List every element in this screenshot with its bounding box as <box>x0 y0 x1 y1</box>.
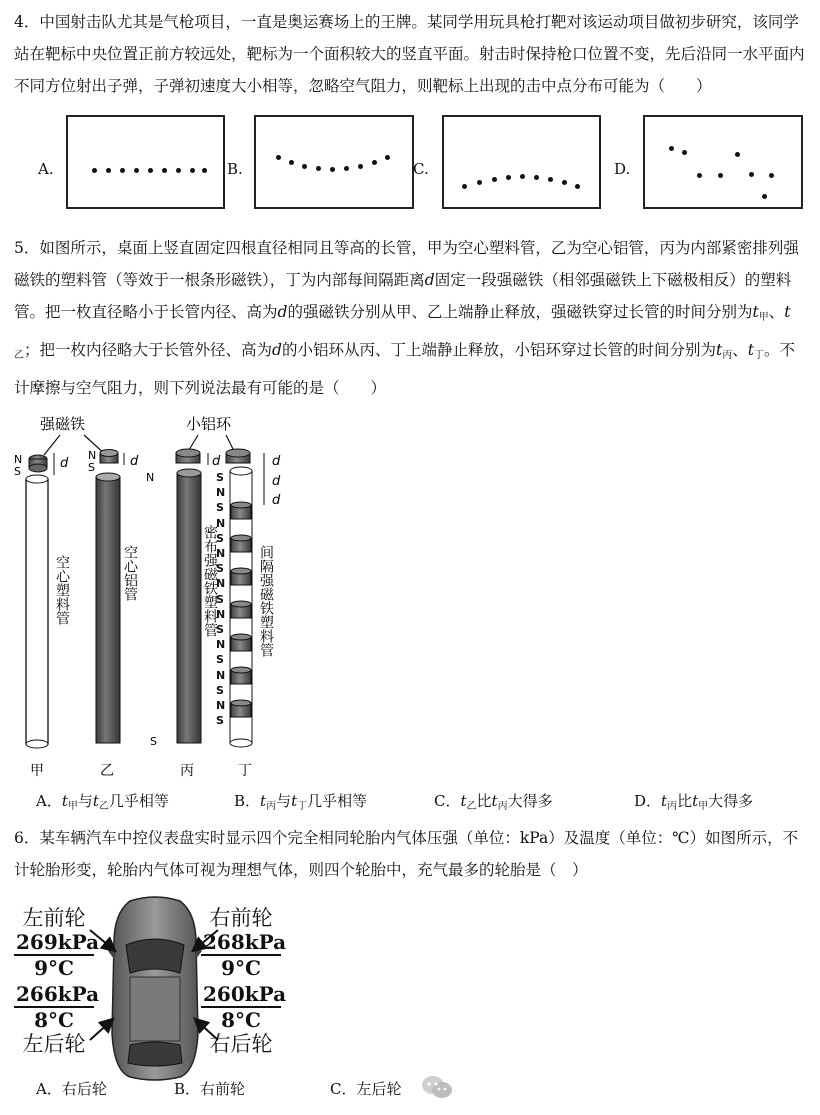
pole-label: S <box>150 735 157 748</box>
var-t: t <box>747 341 754 359</box>
subscript: 甲 <box>758 312 769 323</box>
dim-d: d <box>130 454 139 469</box>
hit-point <box>735 152 740 157</box>
hit-point <box>534 175 539 180</box>
q4-option-d-label: D. <box>614 160 631 178</box>
pole-label: S <box>216 623 224 637</box>
pole-label: S <box>14 465 21 478</box>
text-seg: 的强磁铁分别从甲、乙上端静止释放，强磁铁穿过长管的时间分别为 <box>287 303 753 321</box>
text-seg: 、 <box>768 303 785 321</box>
tire-name: 左前轮 <box>22 906 86 930</box>
hit-point <box>162 168 167 173</box>
hit-point <box>120 168 125 173</box>
hit-point <box>344 166 349 171</box>
tire-front-right <box>201 906 287 980</box>
tube-name-bing: 丙 <box>180 763 194 779</box>
var-t: t <box>784 303 791 321</box>
pole-label: S <box>216 471 224 484</box>
tube-figure <box>0 405 330 790</box>
label-ring: 小铝环 <box>186 415 232 433</box>
q6-choice-b[interactable]: B．右前轮 <box>174 1080 246 1098</box>
target-board-c <box>442 115 601 209</box>
pole-label: S <box>216 683 224 697</box>
tire-temp: 9°C <box>221 956 261 980</box>
pole-label: S <box>216 531 224 545</box>
tire-temp: 8°C <box>221 1008 261 1032</box>
tire-rear-right <box>201 982 287 1056</box>
var-t: t <box>752 303 759 321</box>
hit-point <box>302 164 307 169</box>
hit-point <box>316 166 321 171</box>
q5-choice-d[interactable]: D．$t_丙$比$t_甲$大得多 <box>634 792 754 812</box>
pole-label: S <box>216 653 224 667</box>
hit-point <box>176 168 181 173</box>
hit-point <box>506 175 511 180</box>
tire-name: 右前轮 <box>209 906 273 930</box>
q4-option-b-label: B. <box>227 160 243 178</box>
text-seg: 5．如图所示，桌面上竖直固定四根直径相同且等高的长管，甲为空心塑料管，乙为空心铝管，丙为内部紧密排列强磁铁的塑料管（等效于一根条形磁铁），丁为内部每间隔距离 <box>14 239 799 289</box>
tire-temp: 9°C <box>34 956 74 980</box>
text-seg: 固定一段强磁铁（相邻强磁铁上下磁极相反）的塑料管。把一枚直径略小于长管内径、高为 <box>14 271 792 321</box>
pole-label: N <box>216 638 226 652</box>
hit-point <box>134 168 139 173</box>
question-5 <box>14 232 806 404</box>
leader-line <box>44 435 60 455</box>
pole-label: S <box>216 501 224 515</box>
dim-d: d <box>272 493 281 508</box>
hit-point <box>148 168 153 173</box>
tube-label-jia: 空心塑料管 <box>54 555 70 625</box>
pole-label: S <box>88 461 95 474</box>
hit-point <box>682 150 687 155</box>
dim-d: d <box>212 454 221 469</box>
target-board-b <box>254 115 414 209</box>
hit-point <box>462 184 467 189</box>
pole-label: N <box>216 577 226 591</box>
q6-choice-a[interactable]: A．右后轮 <box>36 1080 107 1098</box>
tire-temp: 8°C <box>34 1008 74 1032</box>
text-seg: 。不计摩擦与空气阻力，则下列说法最有可能的是（ ） <box>14 341 795 397</box>
tube-name-jia: 甲 <box>30 763 44 779</box>
pole-label: N <box>146 471 155 484</box>
var-d: d <box>424 271 435 289</box>
hit-point <box>276 155 281 160</box>
tube-label-bing: 密布强磁铁塑料管 <box>202 525 218 637</box>
pole-label: N <box>216 486 226 500</box>
hit-point <box>669 146 674 151</box>
pole-label: N <box>216 547 226 561</box>
tube-name-ding: 丁 <box>238 763 252 779</box>
text-seg: 、 <box>732 341 748 359</box>
dim-d: d <box>272 474 281 489</box>
question-4-text: 4．中国射击队尤其是气枪项目，一直是奥运赛场上的王牌。某同学用玩具枪打靶对该运动项目做初步研究，该同学站在靶标中央位置正前方较远处，靶标为一个面积较大的竖直平面。射击时保持枪口位置不变，先后沿同一水平面内不同方位射出子弹，子弹初速度大小相等，忽略空气阻力，则靶标上出现的击中点分布可能为（ ） <box>14 13 805 95</box>
hit-point <box>372 160 377 165</box>
q4-option-c-label: C. <box>413 160 429 178</box>
hit-point <box>548 177 553 182</box>
hit-point <box>520 174 525 179</box>
subscript: 丙 <box>722 350 733 361</box>
q5-choice-c[interactable]: C．$t_乙$比$t_丙$大得多 <box>434 792 553 812</box>
q5-choice-b[interactable]: B．$t_丙$与$t_丁$几乎相等 <box>234 792 368 812</box>
hit-point <box>575 184 580 189</box>
target-board-d <box>643 115 803 209</box>
question-6-text: 6．某车辆汽车中控仪表盘实时显示四个完全相同轮胎内气体压强（单位：kPa）及温度（单位：℃）如图所示，不计轮胎形变，轮胎内气体可视为理想气体，则四个轮胎中，充气最多的轮胎是（ ） <box>14 829 799 879</box>
q5-choice-a[interactable]: A．$t_甲$与$t_乙$几乎相等 <box>36 792 169 812</box>
hit-point <box>492 177 497 182</box>
var-t: t <box>715 341 723 359</box>
tire-pressure: 268kPa <box>203 930 287 954</box>
var-d: d <box>277 303 288 321</box>
tube-name-yi: 乙 <box>100 763 114 779</box>
pole-label: N <box>216 516 226 530</box>
hit-point <box>718 173 723 178</box>
hit-point <box>385 155 390 160</box>
pole-label: S <box>216 562 224 576</box>
hit-point <box>769 173 774 178</box>
pole-label: N <box>216 668 226 682</box>
pole-labels-column <box>216 470 230 728</box>
pole-label: S <box>216 714 224 728</box>
hit-point <box>92 168 97 173</box>
hit-point <box>106 168 111 173</box>
text-seg: 的小铝环从丙、丁上端静止释放，小铝环穿过长管的时间分别为 <box>281 341 716 359</box>
hit-point <box>330 167 335 172</box>
text-seg: ；把一枚内径略大于长管外径、高为 <box>24 341 273 359</box>
tire-name: 右后轮 <box>209 1032 273 1056</box>
var-d: d <box>272 341 282 359</box>
tire-front-left <box>14 906 100 980</box>
hit-point <box>190 168 195 173</box>
dim-d: d <box>60 456 69 471</box>
tire-pressure: 266kPa <box>16 982 100 1006</box>
hit-point <box>562 180 567 185</box>
tire-rear-left <box>14 982 100 1056</box>
pole-label: N <box>88 449 97 462</box>
dim-d: d <box>272 454 281 469</box>
hit-point <box>202 168 207 173</box>
pole-label: N <box>216 607 226 621</box>
question-6 <box>14 822 806 886</box>
hit-point <box>762 194 767 199</box>
tire-name: 左后轮 <box>22 1032 86 1056</box>
question-5-text <box>14 232 806 404</box>
pole-label: N <box>14 453 23 466</box>
subscript: 丁 <box>753 350 764 361</box>
hit-point <box>749 172 754 177</box>
subscript: 乙 <box>14 350 24 361</box>
hit-point <box>358 164 363 169</box>
hit-point <box>477 180 482 185</box>
target-board-a <box>66 115 225 209</box>
q4-option-a-label: A. <box>38 160 54 178</box>
label-magnet: 强磁铁 <box>40 415 86 433</box>
hit-point <box>289 160 294 165</box>
wechat-watermark-icon <box>420 1074 454 1100</box>
tube-label-ding: 间隔强磁铁塑料管 <box>258 545 274 657</box>
q6-choice-c[interactable]: C．左后轮 <box>330 1080 402 1098</box>
tube-label-yi: 空心铝管 <box>122 545 138 601</box>
pole-label: N <box>216 699 226 713</box>
tire-pressure: 260kPa <box>203 982 287 1006</box>
tire-pressure: 269kPa <box>16 930 100 954</box>
question-4 <box>14 6 806 102</box>
hit-point <box>697 173 702 178</box>
pole-label: S <box>216 592 224 606</box>
